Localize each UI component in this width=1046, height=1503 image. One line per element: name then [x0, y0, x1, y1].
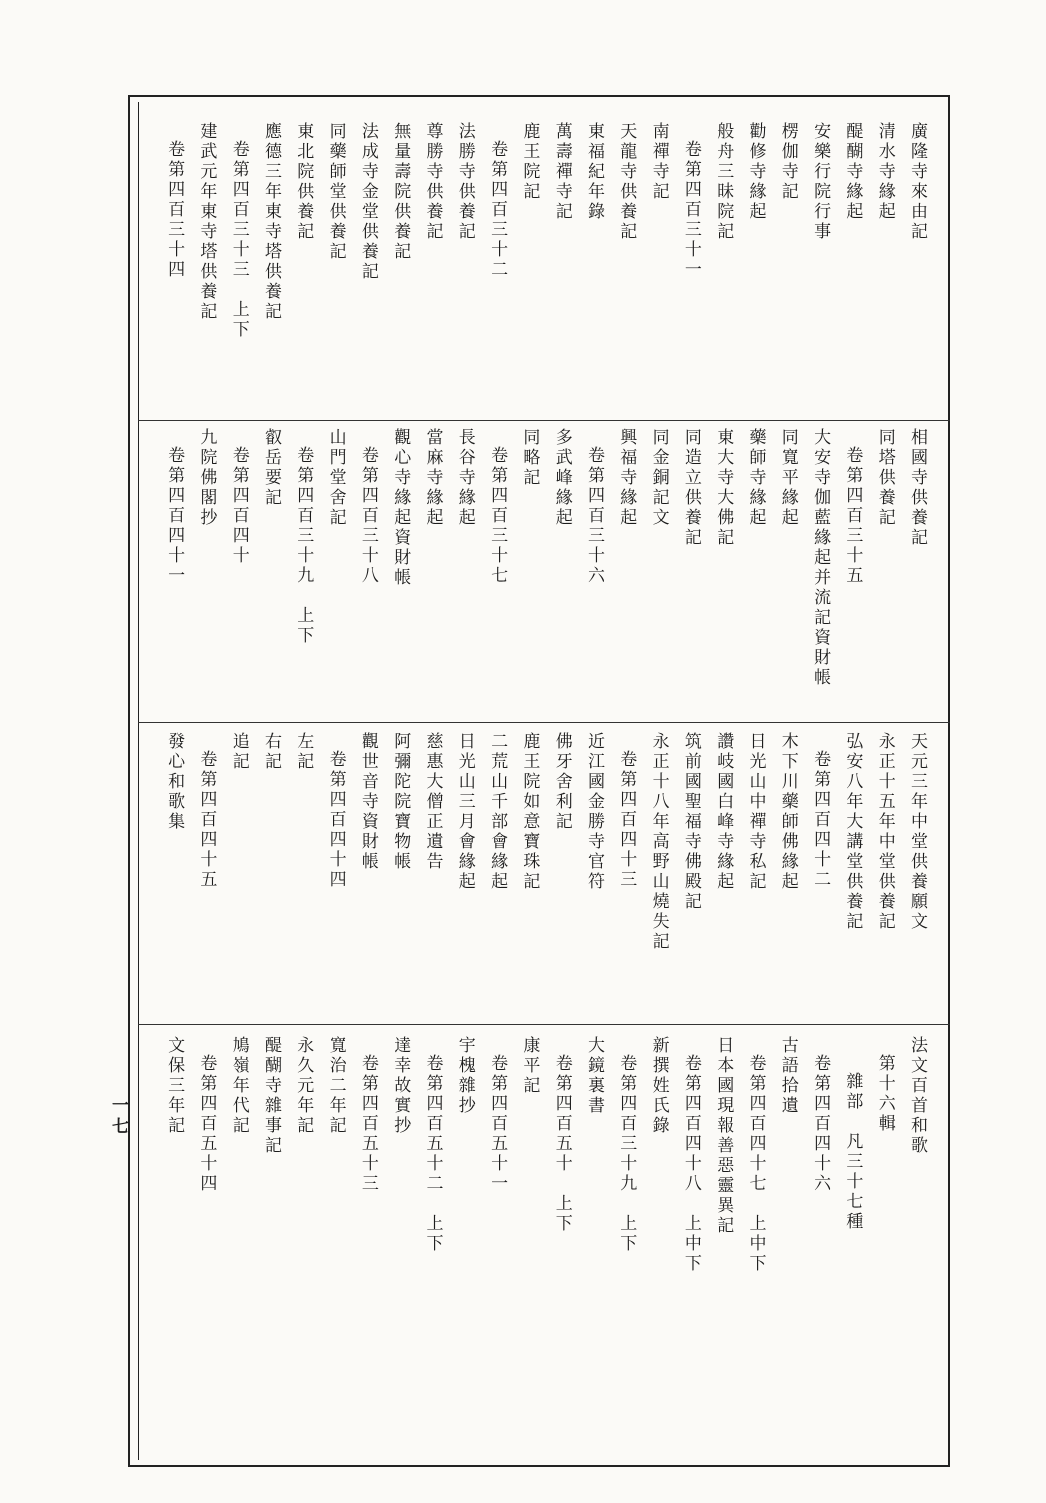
catalog-entry: 法勝寺供養記	[454, 122, 475, 242]
catalog-entry: 法成寺金堂供養記	[357, 122, 378, 282]
catalog-entry: 卷第四百三十九 上下	[616, 1054, 637, 1254]
catalog-entry: 萬壽禪寺記	[551, 122, 572, 222]
tier-divider	[138, 722, 950, 723]
catalog-entry: 同造立供養記	[680, 428, 701, 548]
catalog-entry: 卷第四百五十二 上下	[422, 1054, 443, 1254]
catalog-entry: 卷第四百四十一	[164, 446, 185, 586]
catalog-entry: 卷第四百四十八 上中下	[680, 1054, 701, 1274]
catalog-entry: 天龍寺供養記	[616, 122, 637, 242]
catalog-entry: 卷第四百五十三	[357, 1054, 378, 1194]
catalog-entry: 鹿王院如意寶珠記	[519, 732, 540, 892]
catalog-entry: 日光山三月會緣起	[454, 732, 475, 892]
catalog-entry: 卷第四百三十九 上下	[293, 446, 314, 646]
catalog-entry: 建武元年東寺塔供養記	[196, 122, 217, 322]
catalog-entry: 卷第四百三十八	[357, 446, 378, 586]
catalog-entry: 卷第四百三十一	[680, 140, 701, 280]
catalog-entry: 日光山中禪寺私記	[745, 732, 766, 892]
catalog-entry: 相國寺供養記	[907, 428, 927, 548]
catalog-entry: 卷第四百三十四	[164, 140, 185, 280]
catalog-entry: 藥師寺緣起	[745, 428, 766, 528]
catalog-entry: 右記	[261, 732, 281, 772]
tier-divider	[138, 1024, 950, 1025]
catalog-entry: 慈惠大僧正遺告	[422, 732, 443, 872]
catalog-entry: 卷第四百五十四	[196, 1054, 217, 1194]
catalog-entry: 觀世音寺資財帳	[357, 732, 378, 872]
catalog-entry: 筑前國聖福寺佛殿記	[680, 732, 701, 912]
catalog-entry: 近江國金勝寺官符	[584, 732, 604, 892]
catalog-entry: 同寬平緣起	[777, 428, 798, 528]
catalog-entry: 長谷寺緣起	[454, 428, 475, 528]
catalog-entry: 南禪寺記	[648, 122, 669, 202]
catalog-entry: 讚岐國白峰寺緣起	[713, 732, 734, 892]
catalog-entry: 追記	[228, 732, 249, 772]
catalog-entry: 大安寺伽藍緣起并流記資財帳	[810, 428, 831, 688]
catalog-entry: 醍醐寺緣起	[842, 122, 863, 222]
catalog-entry: 左記	[293, 732, 314, 772]
catalog-entry: 寬治二年記	[325, 1036, 346, 1136]
catalog-entry: 弘安八年大講堂供養記	[842, 732, 863, 932]
catalog-entry: 應德三年東寺塔供養記	[261, 122, 281, 322]
catalog-entry: 楞伽寺記	[777, 122, 798, 202]
catalog-entry: 卷第四百五十一	[487, 1054, 508, 1194]
catalog-entry: 卷第四百四十	[228, 446, 249, 566]
catalog-entry: 般舟三昧院記	[713, 122, 734, 242]
catalog-entry: 同藥師堂供養記	[325, 122, 346, 262]
catalog-entry: 東大寺大佛記	[713, 428, 734, 548]
catalog-entry: 卷第四百四十七 上中下	[745, 1054, 766, 1274]
catalog-entry: 卷第四百三十五	[842, 446, 863, 586]
catalog-entry: 叡岳要記	[261, 428, 281, 508]
catalog-entry: 廣隆寺來由記	[907, 122, 927, 242]
catalog-entry: 大鏡裏書	[584, 1036, 604, 1116]
page-number: 一七	[108, 1096, 128, 1138]
catalog-entry: 阿彌陀院寶物帳	[390, 732, 411, 872]
catalog-entry: 宇槐雜抄	[454, 1036, 475, 1116]
catalog-entry: 尊勝寺供養記	[422, 122, 443, 242]
catalog-entry: 九院佛閣抄	[196, 428, 217, 528]
catalog-entry: 卷第四百四十四	[325, 750, 346, 890]
catalog-entry: 卷第四百三十二	[487, 140, 508, 280]
catalog-entry: 興福寺緣起	[616, 428, 637, 528]
catalog-entry: 卷第四百三十三 上下	[228, 140, 249, 340]
catalog-entry: 二荒山千部會緣起	[487, 732, 508, 892]
catalog-entry: 山門堂舍記	[325, 428, 346, 528]
catalog-entry: 康平記	[519, 1036, 540, 1096]
catalog-entry: 永正十八年高野山燒失記	[648, 732, 669, 952]
catalog-entry: 卷第四百五十 上下	[551, 1054, 572, 1234]
catalog-entry: 觀心寺緣起資財帳	[390, 428, 411, 588]
catalog-entry: 東福紀年錄	[584, 122, 604, 222]
catalog-entry: 清水寺緣起	[874, 122, 895, 222]
catalog-entry: 法文百首和歌	[907, 1036, 927, 1156]
catalog-entry: 同略記	[519, 428, 540, 488]
catalog-entry: 達幸故實抄	[390, 1036, 411, 1136]
catalog-entry: 無量壽院供養記	[390, 122, 411, 262]
catalog-entry: 當麻寺緣起	[422, 428, 443, 528]
catalog-entry: 卷第四百三十六	[584, 446, 604, 586]
catalog-entry: 卷第四百三十七	[487, 446, 508, 586]
catalog-entry: 勸修寺緣起	[745, 122, 766, 222]
catalog-entry: 木下川藥師佛緣起	[777, 732, 798, 892]
catalog-entry: 新撰姓氏錄	[648, 1036, 669, 1136]
catalog-entry: 同塔供養記	[874, 428, 895, 528]
catalog-entry: 第十六輯	[874, 1054, 895, 1134]
catalog-entry: 多武峰緣起	[551, 428, 572, 528]
catalog-entry: 卷第四百四十六	[810, 1054, 831, 1194]
catalog-entry: 天元三年中堂供養願文	[907, 732, 927, 932]
catalog-entry: 佛牙舍利記	[551, 732, 572, 832]
catalog-entry: 東北院供養記	[293, 122, 314, 242]
catalog-entry: 古語拾遺	[777, 1036, 798, 1116]
catalog-entry: 永久元年記	[293, 1036, 314, 1136]
catalog-entry: 永正十五年中堂供養記	[874, 732, 895, 932]
catalog-entry: 同金銅記文	[648, 428, 669, 528]
catalog-entry: 卷第四百四十二	[810, 750, 831, 890]
catalog-entry: 卷第四百四十三	[616, 750, 637, 890]
tier-divider	[138, 420, 950, 421]
catalog-entry: 鳩嶺年代記	[228, 1036, 249, 1136]
catalog-entry: 發心和歌集	[164, 732, 185, 832]
catalog-entry: 卷第四百四十五	[196, 750, 217, 890]
catalog-entry: 安樂行院行事	[810, 122, 831, 242]
catalog-entry: 日本國現報善惡靈異記	[713, 1036, 734, 1236]
catalog-entry: 文保三年記	[164, 1036, 185, 1136]
catalog-entry: 醍醐寺雜事記	[261, 1036, 281, 1156]
catalog-entry: 雜部 凡三十七種	[842, 1072, 863, 1232]
catalog-entry: 鹿王院記	[519, 122, 540, 202]
